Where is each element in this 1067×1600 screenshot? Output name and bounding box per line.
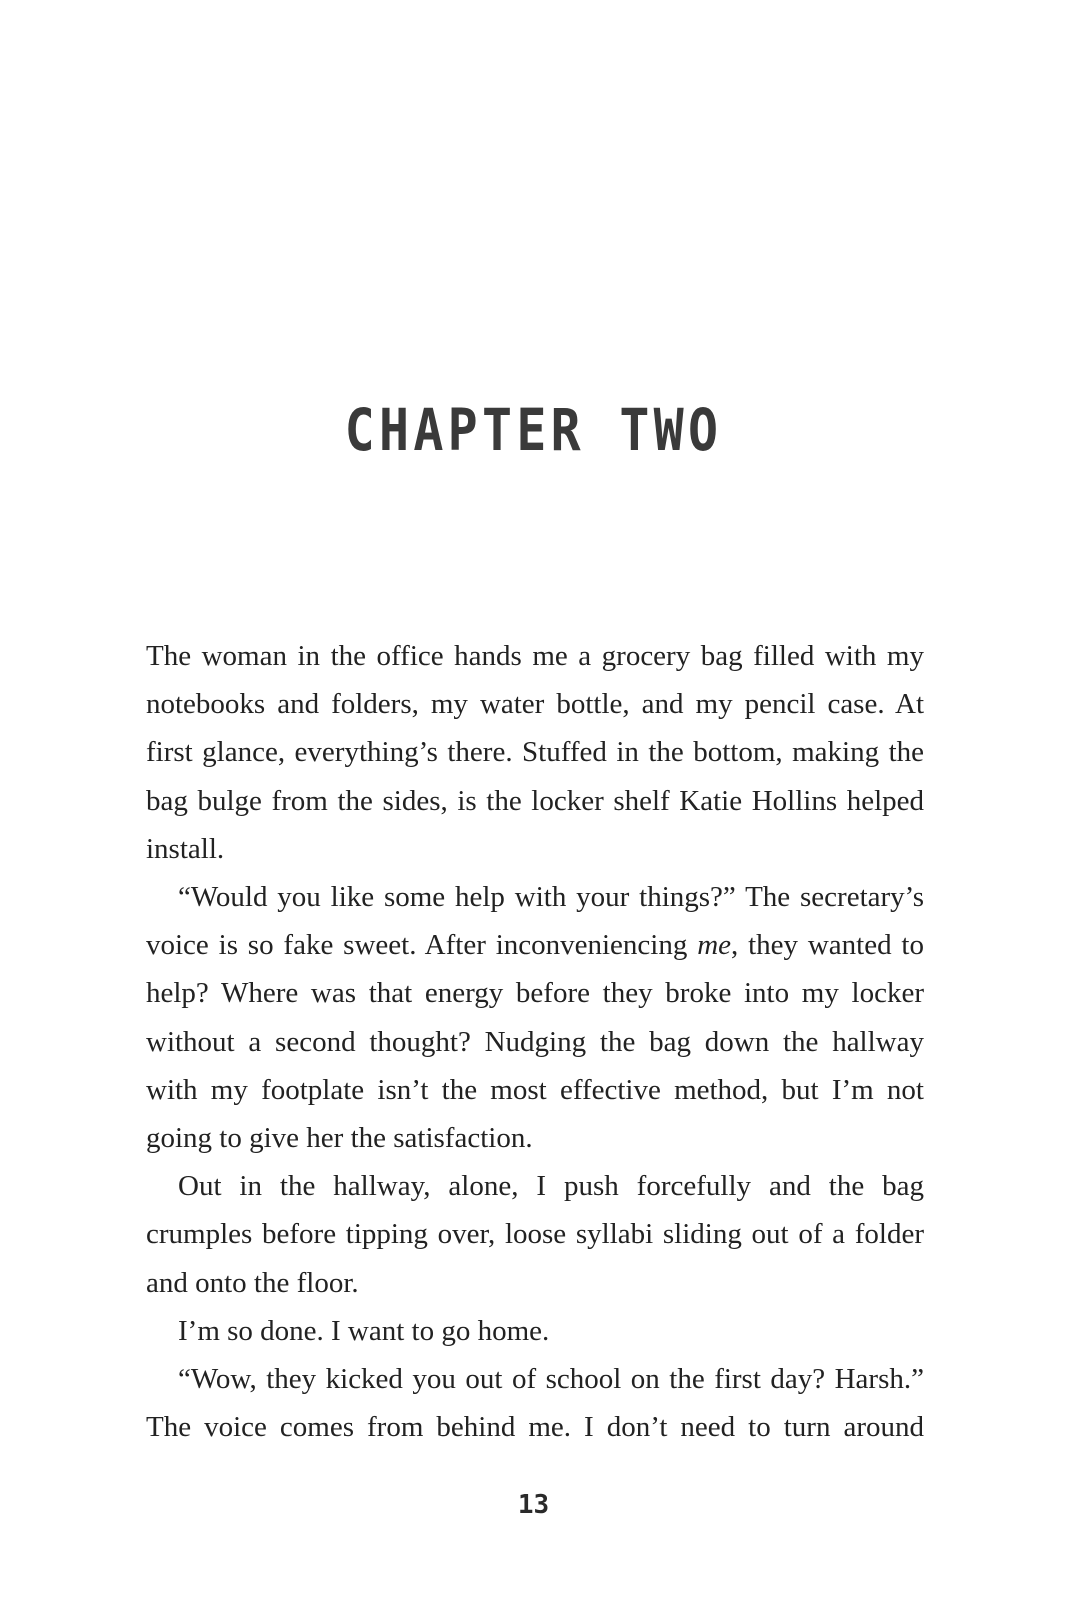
paragraph-2-emphasis: me: [697, 929, 732, 962]
paragraph-1: The woman in the office hands me a grocery bag filled with my notebooks and folders, my water bottle, and my pencil case. At first glance, everything’s there. Stuffed in the bottom, making the bag bulge from the sides, is the locker shelf Katie Hollins helped install.: [146, 640, 924, 865]
paragraph-3: Out in the hallway, alone, I push forcefully and the bag crumples before tipping over, loose syllabi sliding out of a folder and onto the floor.: [146, 1170, 924, 1299]
chapter-body: [146, 632, 924, 1451]
paragraph-2-part-2: , they wanted to help? Where was that energy before they broke into my locker without a second thought? Nudging the bag down the hallway with my footplate isn’t the most effective method, but I’m not going to give her the satisfaction.: [146, 929, 924, 1155]
paragraph-4: I’m so done. I want to go home.: [178, 1314, 550, 1347]
paragraph-5: “Wow, they kicked you out of school on the first day? Harsh.” The voice comes from behind me. I don’t need to turn around: [146, 1363, 924, 1444]
chapter-title: CHAPTER TWO: [344, 395, 723, 464]
paragraph-2: [146, 873, 924, 1162]
page-number: 13: [517, 1490, 550, 1520]
paragraph-2-part-1: “Would you like some help with your things?” The secretary’s voice is so fake sweet. After inconveniencing: [146, 881, 924, 962]
